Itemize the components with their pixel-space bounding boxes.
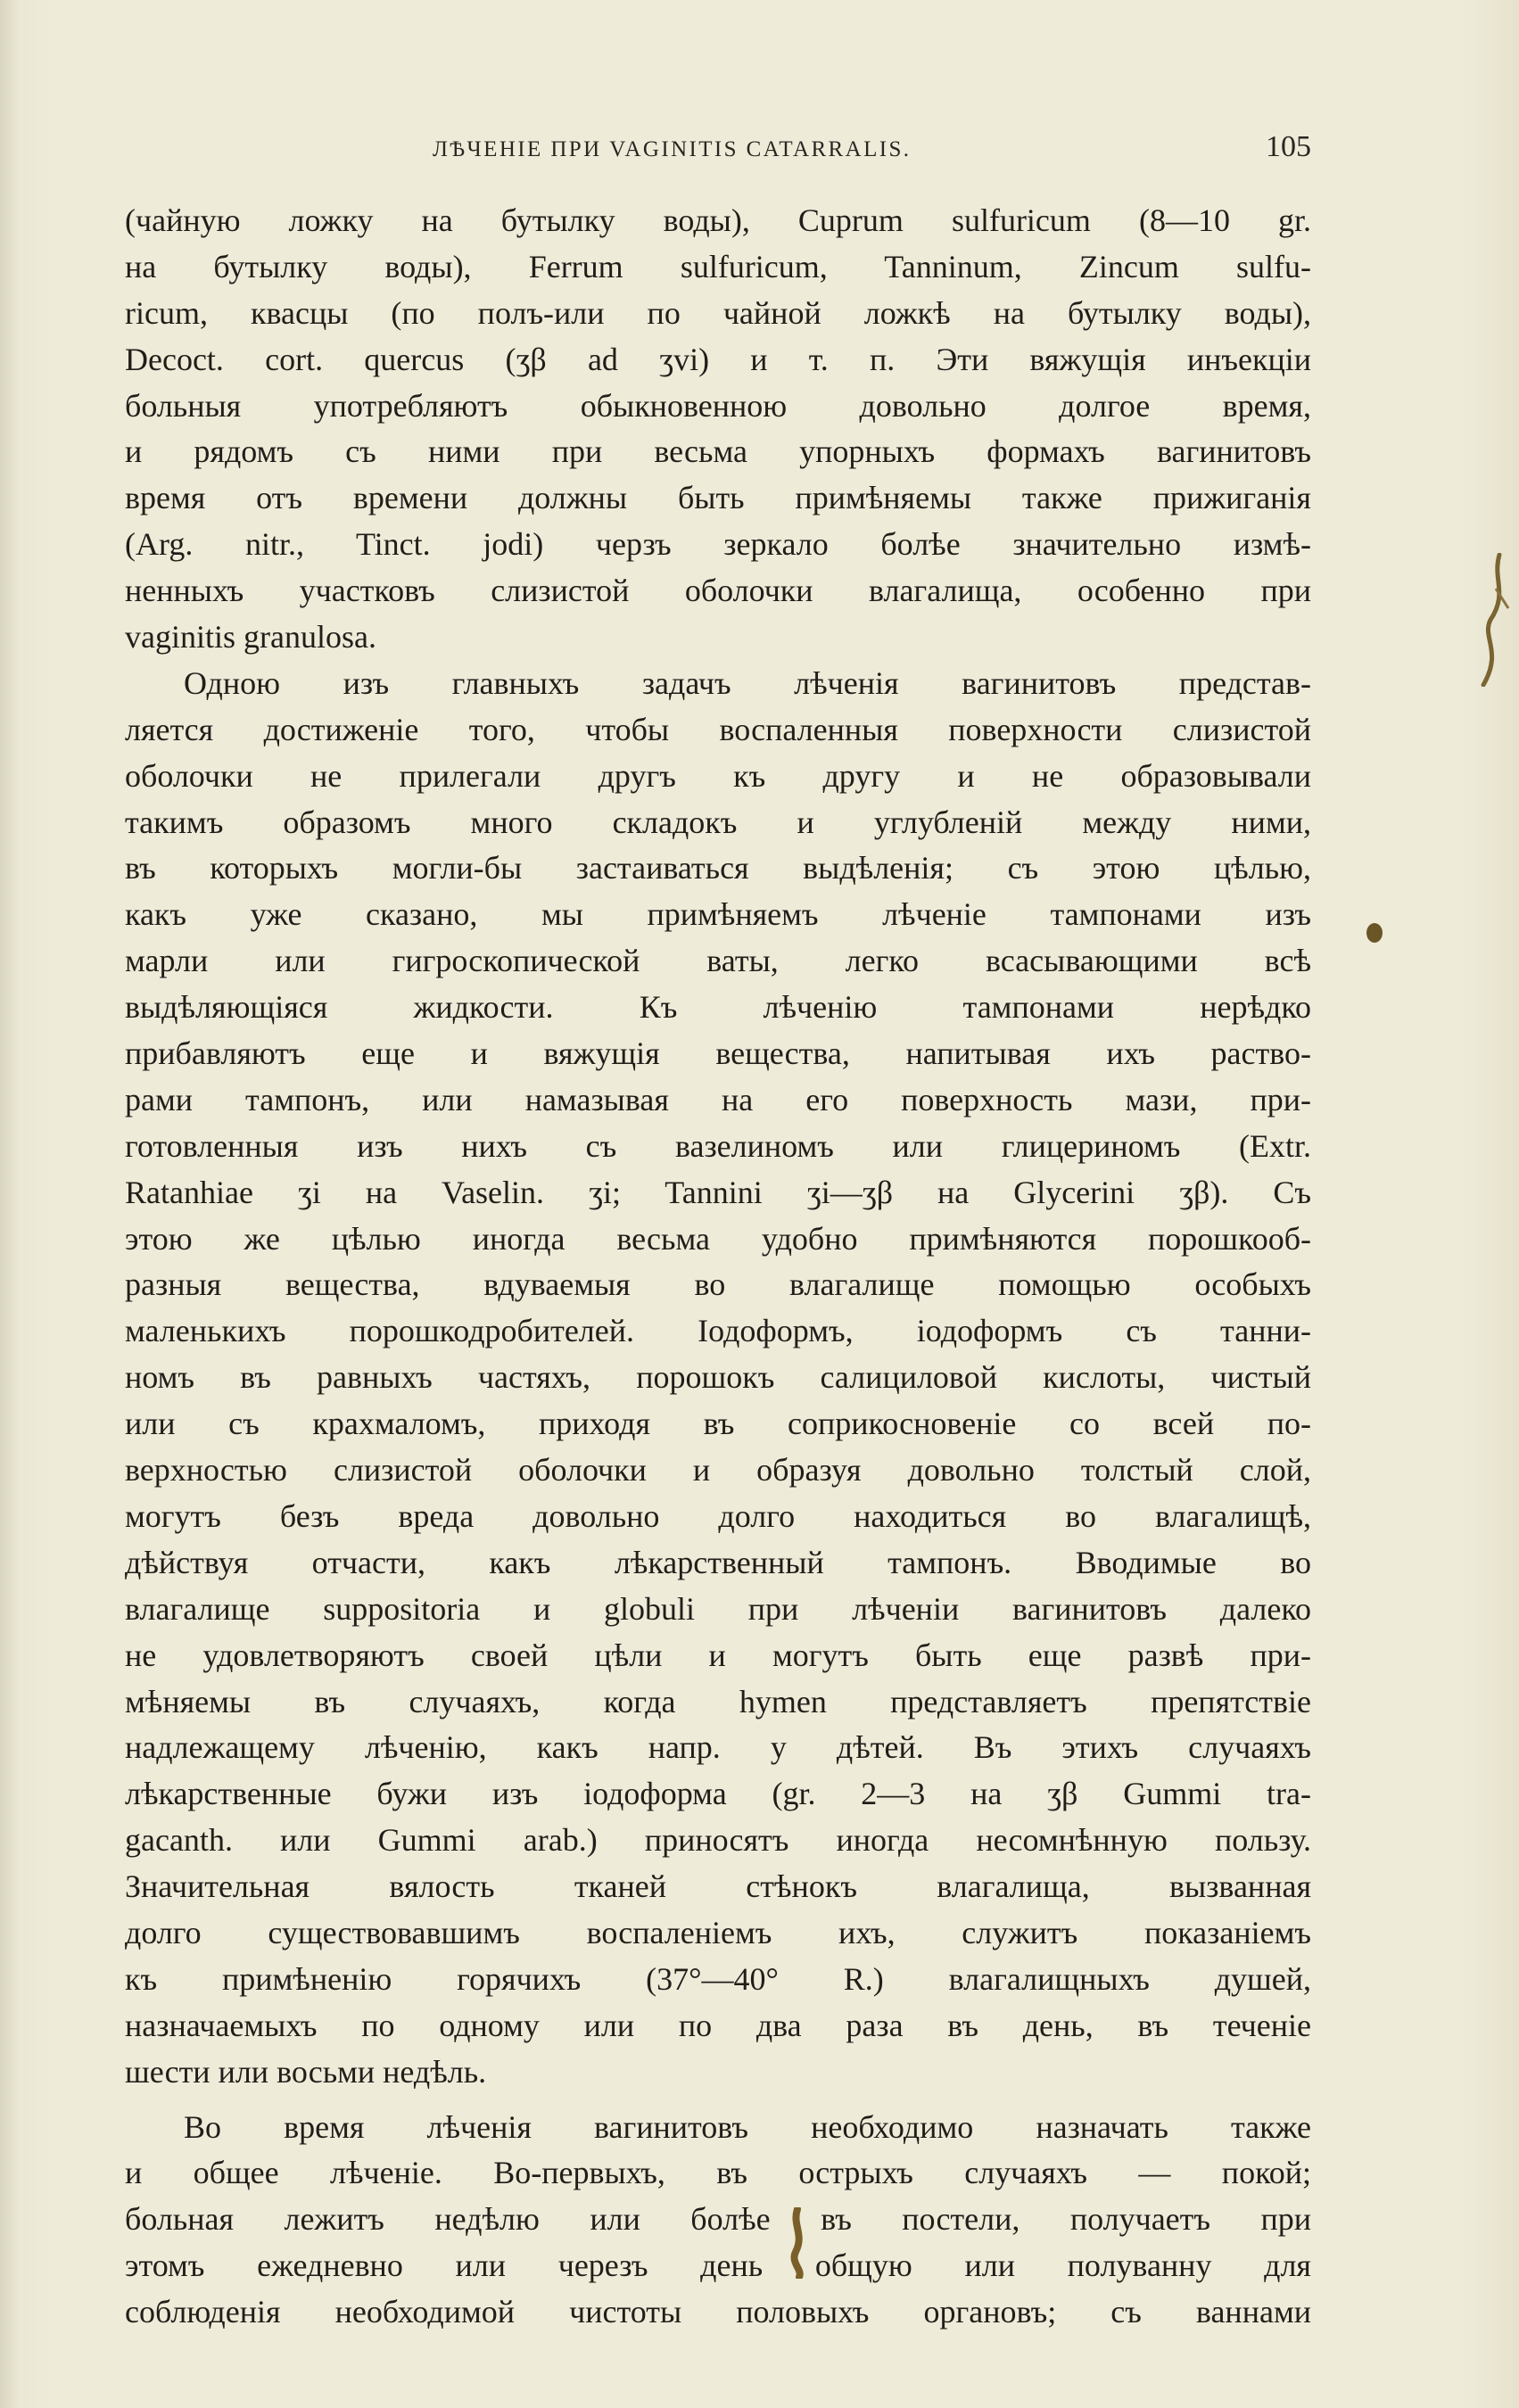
text-line: номъ въ равныхъ частяхъ, порошокъ салициловой кислоты, чистый <box>125 1359 1311 1396</box>
paragraph-3 <box>125 2105 1311 2336</box>
text-line: больная лежитъ недѣлю или болѣе въ постели, получаетъ при <box>125 2201 1311 2238</box>
text-line: выдѣляющіяся жидкости. Къ лѣченію тампонами нерѣдко <box>125 989 1311 1026</box>
text-line: Decoct. cort. quercus (ʒβ ad ʒvi) и т. п. Эти вяжущія инъекціи <box>125 341 1311 377</box>
text-line: мѣняемы въ случаяхъ, когда hymen представляетъ препятствіе <box>125 1683 1311 1719</box>
text-line: къ примѣненію горячихъ (37°—40° R.) влагалищныхъ душей, <box>125 1960 1311 1997</box>
running-title: ЛѢЧЕНІЕ ПРИ VAGINITIS CATARRALIS. <box>433 137 912 161</box>
text-line: Значительная вялость тканей стѣнокъ влагалища, вызванная <box>125 1868 1311 1905</box>
text-line: время отъ времени должны быть примѣняемы также прижиганія <box>125 480 1311 516</box>
text-line: ненныхъ участковъ слизистой оболочки влагалища, особенно при <box>125 573 1311 609</box>
text-line: въ которыхъ могли-бы застаиваться выдѣленія; съ этою цѣлью, <box>125 850 1311 887</box>
text-line: прибавляютъ еще и вяжущія вещества, напитывая ихъ раство- <box>125 1035 1311 1072</box>
text-line: этою же цѣлью иногда весьма удобно примѣняются порошкооб- <box>125 1220 1311 1257</box>
text-line: влагалище suppositoria и globuli при лѣченіи вагинитовъ далеко <box>125 1590 1311 1627</box>
text-line: (чайную ложку на бутылку воды), Cuprum sulfuricum (8—10 gr. <box>125 202 1311 238</box>
page-number: 105 <box>1266 130 1311 163</box>
text-line: Одною изъ главныхъ задачъ лѣченія вагинитовъ представ- <box>184 664 1311 701</box>
margin-pencil-mark <box>1473 553 1512 687</box>
text-line: gacanth. или Gummi arab.) приносятъ иногда несомнѣнную пользу. <box>125 1822 1311 1859</box>
ink-smudge <box>785 2207 812 2279</box>
text-line: больныя употребляютъ обыкновенною довольно долгое время, <box>125 387 1311 424</box>
text-line: верхностью слизистой оболочки и образуя довольно толстый слой, <box>125 1452 1311 1489</box>
text-line: готовленныя изъ нихъ съ вазелиномъ или глицериномъ (Extr. <box>125 1127 1311 1164</box>
text-line: ляется достиженіе того, чтобы воспаленныя поверхности слизистой <box>125 711 1311 747</box>
text-line: рами тампонъ, или намазывая на его поверхность мази, при- <box>125 1081 1311 1117</box>
text-line: vaginitis granulosa. <box>125 619 376 656</box>
text-line: разныя вещества, вдуваемыя во влагалище помощью особыхъ <box>125 1266 1311 1303</box>
text-line: какъ уже сказано, мы примѣняемъ лѣченіе тампонами изъ <box>125 896 1311 933</box>
body-text <box>125 198 1311 2336</box>
text-line: шести или восьми недѣль. <box>125 2053 487 2090</box>
text-line: долго существовавшимъ воспаленіемъ ихъ, служитъ показаніемъ <box>125 1914 1311 1950</box>
text-line: Ratanhiae ʒi на Vaselin. ʒi; Tannini ʒi—ʒβ на Glycerini ʒβ). Съ <box>125 1174 1311 1210</box>
text-line: на бутылку воды), Ferrum sulfuricum, Tanninum, Zincum sulfu- <box>125 248 1311 285</box>
text-line: (Arg. nitr., Tinct. jodi) черзъ зеркало болѣе значительно измѣ- <box>125 526 1311 563</box>
text-line: такимъ образомъ много складокъ и углубленій между ними, <box>125 804 1311 840</box>
text-line: или съ крахмаломъ, приходя въ соприкосновеніе со всей по- <box>125 1406 1311 1442</box>
text-line: маленькихъ порошкодробителей. Іодоформъ, іодоформъ съ танни- <box>125 1313 1311 1349</box>
text-line: лѣкарственные бужи изъ іодоформа (gr. 2—3 на ʒβ Gummi tra- <box>125 1776 1311 1812</box>
text-line: оболочки не прилегали другъ къ другу и не образовывали <box>125 757 1311 794</box>
text-line: марли или гигроскопической ваты, легко всасывающими всѣ <box>125 943 1311 979</box>
text-line: соблюденія необходимой чистоты половыхъ органовъ; съ ваннами <box>125 2294 1311 2330</box>
text-line: этомъ ежедневно или черезъ день общую или полуванну для <box>125 2247 1311 2284</box>
paragraph-1 <box>125 198 1311 661</box>
text-line: надлежащему лѣченію, какъ напр. у дѣтей. Въ этихъ случаяхъ <box>125 1729 1311 1766</box>
text-line: и рядомъ съ ними при весьма упорныхъ формахъ вагинитовъ <box>125 433 1311 470</box>
text-line: не удовлетворяютъ своей цѣли и могутъ быть еще развѣ при- <box>125 1637 1311 1673</box>
running-header <box>125 130 1311 166</box>
ink-blot <box>1364 919 1385 947</box>
text-line: назначаемыхъ по одному или по два раза въ день, въ теченіе <box>125 2007 1311 2043</box>
text-line: могутъ безъ вреда довольно долго находиться во влагалищѣ, <box>125 1497 1311 1534</box>
paragraph-2 <box>125 661 1311 2096</box>
text-line: дѣйствуя отчасти, какъ лѣкарственный тампонъ. Вводимые во <box>125 1544 1311 1580</box>
text-line: и общее лѣченіе. Во-первыхъ, въ острыхъ случаяхъ — покой; <box>125 2155 1311 2191</box>
text-line: ricum, квасцы (по полъ-или по чайной ложкѣ на бутылку воды), <box>125 294 1311 331</box>
text-line: Во время лѣченія вагинитовъ необходимо назначать также <box>184 2108 1311 2145</box>
